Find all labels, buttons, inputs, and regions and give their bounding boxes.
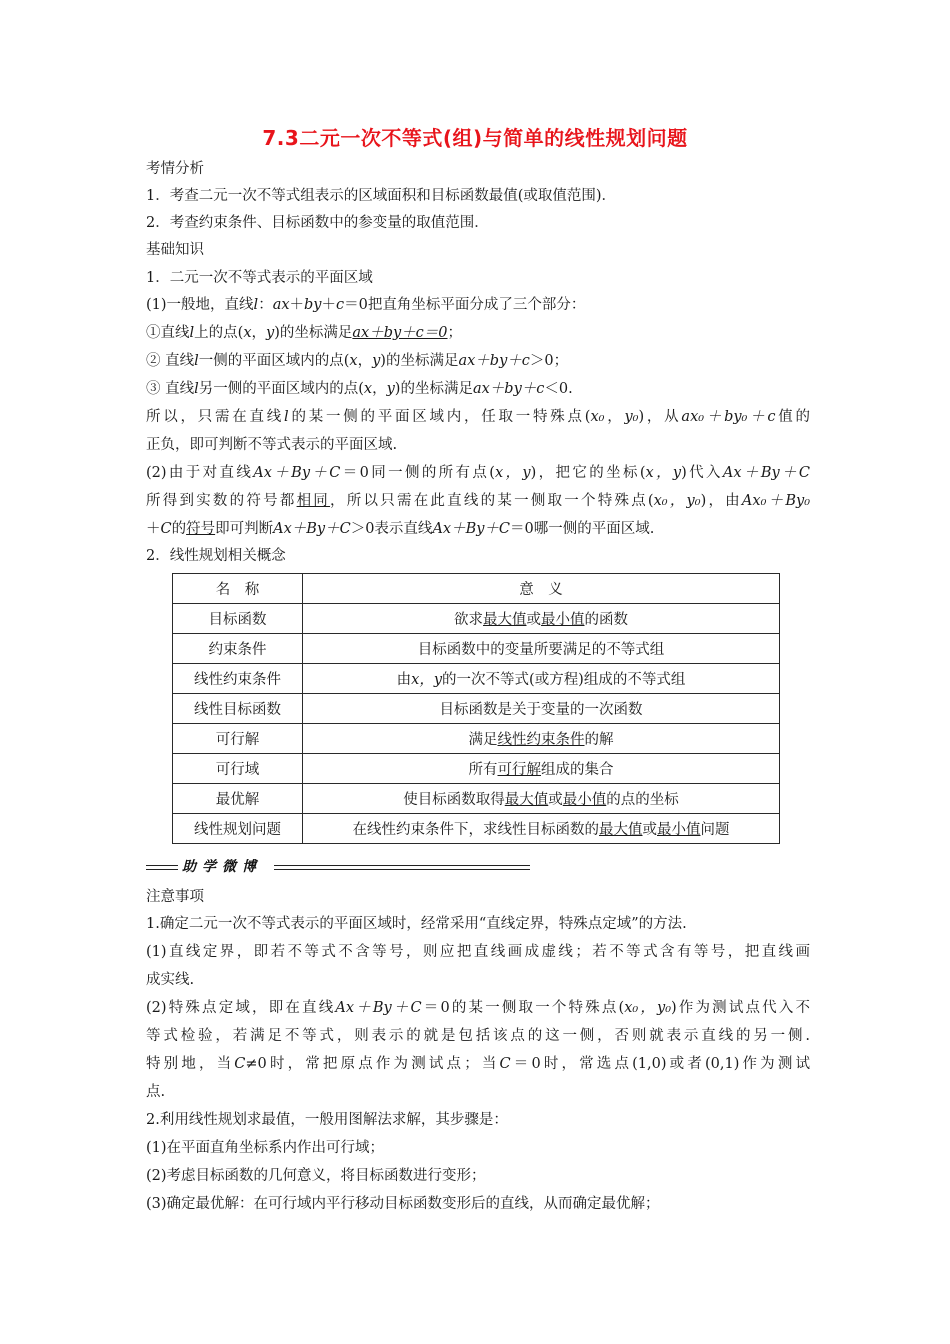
study-tips-banner: [146, 856, 530, 878]
table-header-cell: 意 义: [303, 574, 780, 604]
paragraph-2-line-3: ＋C的符号即可判断Ax＋By＋C＞0表示直线Ax＋By＋C＝0哪一侧的平面区域.: [146, 521, 655, 537]
section-heading-basics: 基础知识: [146, 242, 204, 258]
notes-heading: 注意事项: [146, 889, 204, 905]
summary-line-1: 所以，只需在直线l的某一侧的平面区域内，任取一特殊点(x₀，y₀)，从ax₀＋by₀＋c值的: [146, 409, 811, 425]
table-header-row: [173, 574, 780, 604]
concept-name: 线性约束条件: [173, 664, 303, 694]
paragraph-2-line-1: (2)由于对直线Ax＋By＋C＝0同一侧的所有点(x，y)，把它的坐标(x，y)代入Ax＋By＋C: [146, 465, 810, 481]
concept-name: 目标函数: [173, 604, 303, 634]
concept-meaning: 目标函数是关于变量的一次函数: [303, 694, 780, 724]
table-row: [173, 814, 780, 844]
concept-name: 线性目标函数: [173, 694, 303, 724]
banner-rule-left: [146, 869, 178, 870]
summary-line-2: 正负，即可判断不等式表示的平面区域.: [146, 437, 398, 453]
table-row: [173, 754, 780, 784]
note-1-2-line-4: 点.: [146, 1084, 166, 1100]
paragraph-1: (1)一般地，直线l：ax＋by＋c＝0把直角坐标平面分成了三个部分：: [146, 297, 586, 313]
table-row: [173, 634, 780, 664]
concept-name: 可行解: [173, 724, 303, 754]
basics-subheading-1: 1．二元一次不等式表示的平面区域: [146, 270, 373, 286]
table-row: [173, 724, 780, 754]
concept-name: 最优解: [173, 784, 303, 814]
case-2: ② 直线l一侧的平面区域内的点(x，y)的坐标满足ax＋by＋c＞0；: [146, 353, 569, 369]
table-row: [173, 784, 780, 814]
note-2: 2.利用线性规划求最值，一般用图解法求解，其步骤是：: [146, 1112, 508, 1128]
banner-rule-left: [146, 865, 178, 866]
banner-rule-right: [274, 869, 530, 870]
analysis-item-2: 2．考查约束条件、目标函数中的参变量的取值范围．: [146, 215, 489, 231]
concept-name: 线性规划问题: [173, 814, 303, 844]
concept-meaning: 由x，y的一次不等式(或方程)组成的不等式组: [303, 664, 780, 694]
note-1: 1.确定二元一次不等式表示的平面区域时，经常采用“直线定界，特殊点定域”的方法.: [146, 916, 687, 932]
concept-meaning: 满足线性约束条件的解: [303, 724, 780, 754]
note-1-2-line-3: 特别地，当C≠0时，常把原点作为测试点；当C＝0时，常选点(1,0)或者(0,1)作为测试: [146, 1056, 810, 1072]
note-1-1-line-1: (1)直线定界，即若不等式不含等号，则应把直线画成虚线；若不等式含有等号，把直线画: [146, 944, 810, 960]
note-2-step-3: (3)确定最优解：在可行域内平行移动目标函数变形后的直线，从而确定最优解；: [146, 1196, 660, 1212]
basics-subheading-2: 2．线性规划相关概念: [146, 548, 286, 564]
table-row: [173, 664, 780, 694]
concept-meaning: 欲求最大值或最小值的函数: [303, 604, 780, 634]
concept-meaning: 在线性约束条件下，求线性目标函数的最大值或最小值问题: [303, 814, 780, 844]
case-3: ③ 直线l另一侧的平面区域内的点(x，y)的坐标满足ax＋by＋c＜0.: [146, 381, 573, 397]
concept-meaning: 所有可行解组成的集合: [303, 754, 780, 784]
concept-meaning: 使目标函数取得最大值或最小值的点的坐标: [303, 784, 780, 814]
page-title: 7.3二元一次不等式(组)与简单的线性规划问题: [262, 126, 688, 150]
banner-label: 助学微博: [182, 859, 262, 875]
note-1-2-line-2: 等式检验，若满足不等式，则表示的就是包括该点的这一侧，否则就表示直线的另一侧.: [146, 1028, 810, 1044]
table-header-cell: 名 称: [173, 574, 303, 604]
concepts-table: [172, 573, 780, 844]
paragraph-2-line-2: 所得到实数的符号都相同，所以只需在此直线的某一侧取一个特殊点(x₀，y₀)，由Ax₀＋By₀: [146, 493, 811, 509]
note-1-1-line-2: 成实线.: [146, 972, 195, 988]
note-2-step-2: (2)考虑目标函数的几何意义，将目标函数进行变形；: [146, 1168, 486, 1184]
note-1-2-line-1: (2)特殊点定域，即在直线Ax＋By＋C＝0的某一侧取一个特殊点(x₀，y₀)作为测试点代入不: [146, 1000, 811, 1016]
concept-name: 可行域: [173, 754, 303, 784]
section-heading-analysis: 考情分析: [146, 161, 204, 177]
concept-meaning: 目标函数中的变量所要满足的不等式组: [303, 634, 780, 664]
analysis-item-1: 1．考查二元一次不等式组表示的区域面积和目标函数最值(或取值范围)．: [146, 188, 617, 204]
banner-rule-right: [274, 865, 530, 866]
concept-name: 约束条件: [173, 634, 303, 664]
table-row: [173, 604, 780, 634]
case-1: ①直线l上的点(x，y)的坐标满足ax＋by＋c＝0；: [146, 325, 463, 341]
note-2-step-1: (1)在平面直角坐标系内作出可行域；: [146, 1140, 385, 1156]
table-row: [173, 694, 780, 724]
